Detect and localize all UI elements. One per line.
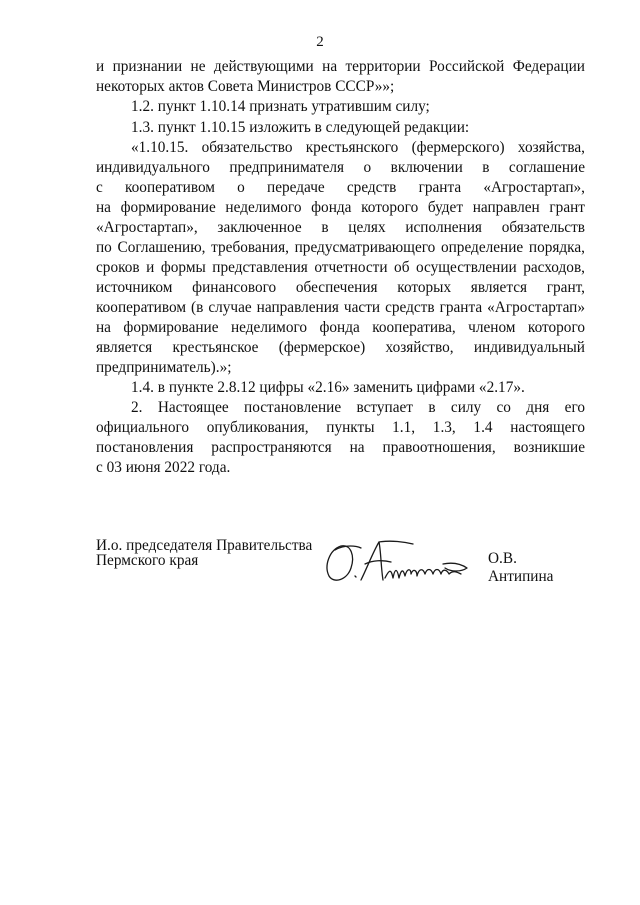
text-line: с кооперативом о передаче средств гранта «Агростартап», — [96, 179, 585, 196]
text-line: 1.2. пункт 1.10.14 признать утратившим силу; — [131, 98, 430, 115]
text-line: «1.10.15. обязательство крестьянского (фермерского) хозяйства, — [131, 139, 585, 156]
signatory-position — [96, 538, 312, 568]
text-line: источником финансового обеспечения которых является грант, — [96, 279, 585, 296]
text-line: и признании не действующими на территории Российской Федерации — [96, 58, 585, 75]
text-line: «Агростартап», заключенное в целях исполнения обязательств — [96, 219, 585, 236]
text-line: постановления распространяются на правоотношения, возникшие — [96, 439, 585, 456]
text-line: некоторых актов Совета Министров СССР»»; — [96, 78, 395, 95]
text-line: предприниматель).»; — [96, 359, 232, 376]
text-line: по Соглашению, требования, предусматривающего определение порядка, — [96, 239, 585, 256]
text-line: 2. Настоящее постановление вступает в силу со дня его — [131, 399, 585, 416]
handwritten-signature — [321, 538, 491, 588]
text-line: на формирование неделимого фонда кооператива, членом которого — [96, 319, 585, 336]
signatory-position-line: И.о. председателя Правительства — [96, 537, 313, 554]
signatory-name: О.В. Антипина — [488, 550, 554, 585]
text-line: индивидуального предпринимателя о включении в соглашение — [96, 159, 585, 176]
text-line: официального опубликования, пункты 1.1, 1.3, 1.4 настоящего — [96, 419, 585, 436]
text-line: является крестьянское (фермерское) хозяйство, индивидуальный — [96, 339, 585, 356]
page-number: 2 — [316, 34, 324, 50]
text-line: с 03 июня 2022 года. — [96, 459, 231, 476]
text-line: сроков и формы представления отчетности об осуществлении расходов, — [96, 259, 585, 276]
text-line: 1.3. пункт 1.10.15 изложить в следующей редакции: — [131, 119, 470, 136]
text-line: на формирование неделимого фонда которого будет направлен грант — [96, 199, 585, 216]
signatory-position-line: Пермского края — [96, 552, 199, 569]
text-line: 1.4. в пункте 2.8.12 цифры «2.16» заменить цифрами «2.17». — [131, 379, 525, 396]
text-line: кооперативом (в случае направления части средств гранта «Агростартап» — [96, 299, 585, 316]
signature-block — [96, 538, 585, 598]
